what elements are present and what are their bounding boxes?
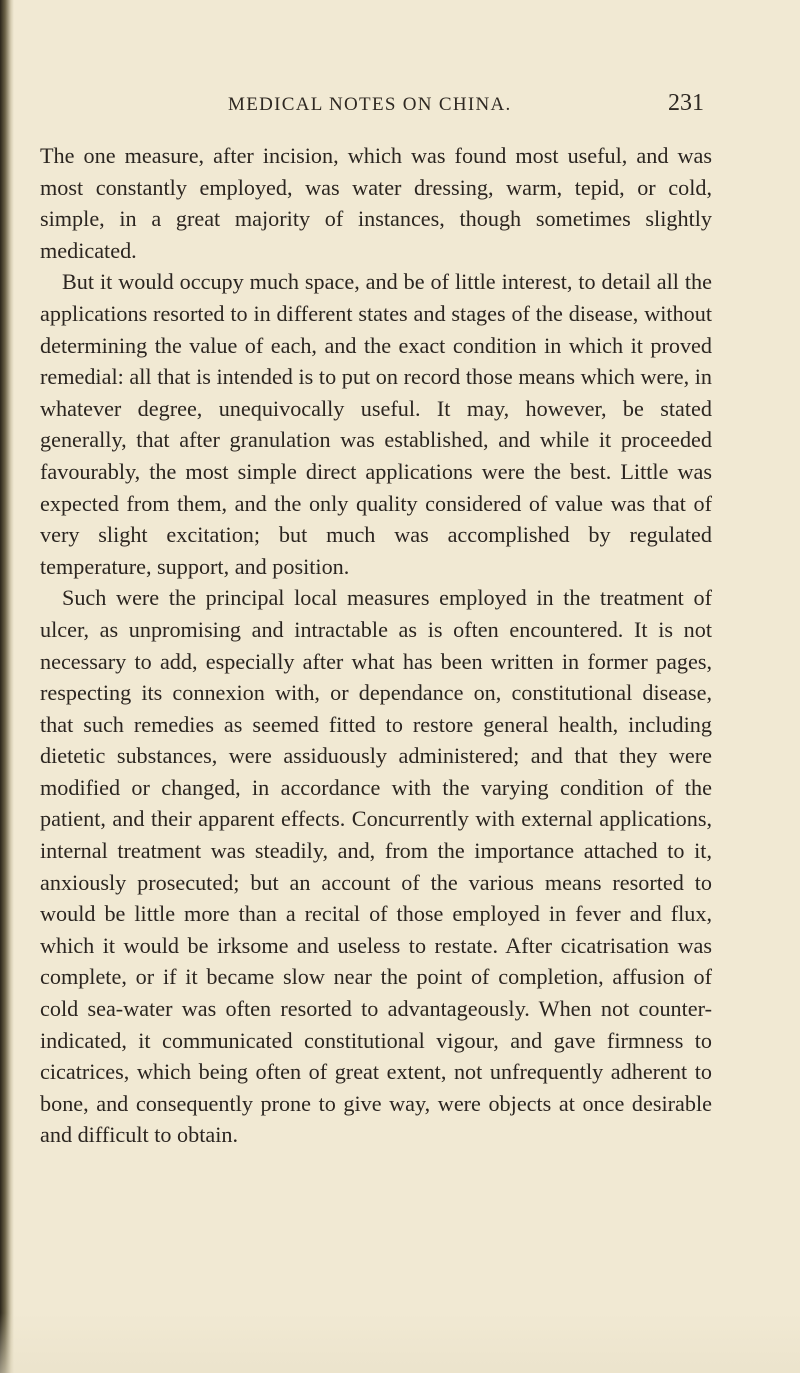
page-bottom-tone bbox=[0, 1313, 800, 1373]
paragraph-2: But it would occupy much space, and be of little interest, to detail all the applications resorted to in different states and stages of the disease, without determining the value of each, and the exact condition in which it proved remedial: all that is intended is to put on record those means which were, in whatever degree, unequivocally useful. It may, however, be stated generally, that after granulation was established, and while it proceeded favourably, the most simple direct applications were the best. Little was expected from them, and the only quality considered of value was that of very slight excitation; but much was accomplished by regulated temperature, support, and position. bbox=[40, 269, 712, 579]
running-header bbox=[0, 90, 800, 118]
page-number: 231 bbox=[668, 90, 704, 116]
paragraph-1: The one measure, after incision, which was found most useful, and was most constantly employed, was water dressing, warm, tepid, or cold, simple, in a great majority of instances, though sometimes slightly medicated. bbox=[40, 143, 712, 263]
paragraph-3: Such were the principal local measures employed in the treatment of ulcer, as unpromising and intractable as is often encountered. It is not necessary to add, especially after what has been written in former pages, respecting its connexion with, or dependance on, constitutional disease, that such remedies as seemed fitted to restore general health, including dietetic substances, were assiduously administered; and that they were modified or changed, in accordance with the varying condition of the patient, and their apparent effects. Concurrently with external applications, internal treatment was steadily, and, from the importance attached to it, anxiously prosecuted; but an account of the various means resorted to would be little more than a recital of those employed in fever and flux, which it would be irksome and useless to restate. After cicatrisation was complete, or if it became slow near the point of completion, affusion of cold sea-water was often resorted to advantageously. When not counter-indicated, it communicated constitutional vigour, and gave firmness to cicatrices, which being often of great extent, not unfrequently adherent to bone, and consequently prone to give way, were objects at once desirable and difficult to obtain. bbox=[40, 585, 712, 1148]
running-title: MEDICAL NOTES ON CHINA. bbox=[228, 94, 512, 115]
body-text bbox=[40, 140, 712, 1151]
book-gutter-shadow bbox=[0, 0, 14, 1373]
